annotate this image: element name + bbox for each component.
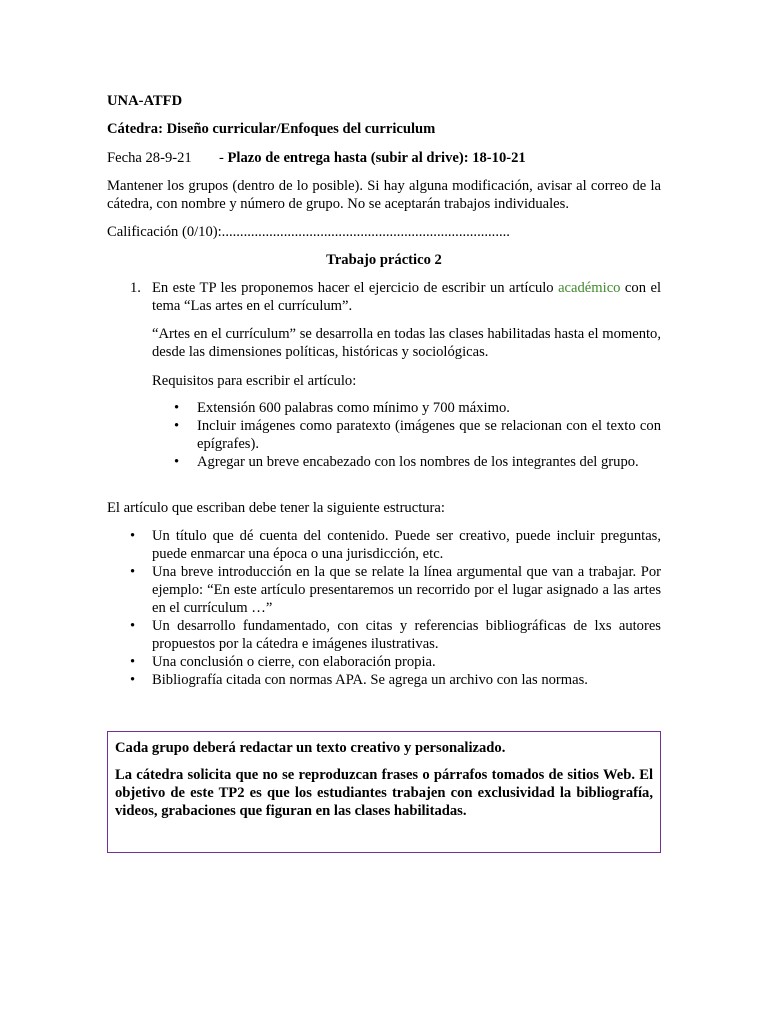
- catedra-heading: Cátedra: Diseño curricular/Enfoques del curriculum: [107, 121, 436, 137]
- item1-paragraph: En este TP les proponemos hacer el ejercicio de escribir un artículo académico con el tema “Las artes en el currículum”.: [152, 280, 661, 314]
- page-title: Trabajo práctico 2: [326, 252, 442, 268]
- notice-line-2: La cátedra solicita que no se reproduzcan frases o párrafos tomados de sitios Web. El objetivo de este TP2 es que los estudiantes trabajen con exclusividad la bibliografía, videos, grabaciones que figuran en las clases habilitadas.: [115, 767, 653, 819]
- list-item: • Agregar un breve encabezado con los nombres de los integrantes del grupo.: [174, 454, 639, 470]
- structure-intro: El artículo que escriban debe tener la siguiente estructura:: [107, 500, 445, 516]
- list-item: • Un título que dé cuenta del contenido. Puede ser creativo, puede incluir preguntas, puede enmarcar una época o una jurisdicción, etc.: [130, 528, 661, 562]
- list-item: • Un desarrollo fundamentado, con citas y referencias bibliográficas de lxs autores propuestos por la cátedra e imágenes ilustrativas.: [130, 618, 661, 652]
- list-item: • Incluir imágenes como paratexto (imágenes que se relacionan con el texto con epígrafes).: [174, 418, 661, 452]
- groups-paragraph: Mantener los grupos (dentro de lo posible). Si hay alguna modificación, avisar al correo de la cátedra, con nombre y número de grupo. No se aceptarán trabajos individuales.: [107, 178, 661, 212]
- list-item: • Una breve introducción en la que se relate la línea argumental que van a trabajar. Por ejemplo: “En este artículo presentaremos un recorrido por el lugar asignado a las artes en el currículum …”: [130, 564, 661, 616]
- list-item: • Una conclusión o cierre, con elaboración propia.: [130, 654, 436, 670]
- structure-list: [130, 527, 661, 689]
- notice-box: [107, 731, 661, 853]
- list-item: • Extensión 600 palabras como mínimo y 700 máximo.: [174, 400, 510, 416]
- date-line: [107, 149, 661, 167]
- requirements-label: Requisitos para escribir el artículo:: [152, 373, 357, 389]
- notice-line-1: Cada grupo deberá redactar un texto creativo y personalizado.: [115, 740, 506, 756]
- requirements-list: [174, 399, 661, 471]
- institution-heading: UNA-ATFD: [107, 93, 183, 109]
- grade-line: Calificación (0/10):...............................................................................: [107, 224, 510, 240]
- fecha-text: Fecha 28-9-21: [107, 150, 192, 166]
- list-item: • Bibliografía citada con normas APA. Se agrega un archivo con las normas.: [130, 672, 588, 688]
- item-number: 1.: [130, 280, 141, 296]
- item1-paragraph-2: “Artes en el currículum” se desarrolla en todas las clases habilitadas hasta el momento, desde las dimensiones políticas, históricas y sociológicas.: [152, 326, 661, 360]
- highlight-word: académico: [558, 280, 621, 296]
- deadline-text: - Plazo de entrega hasta (subir al drive): 18-10-21: [219, 150, 526, 166]
